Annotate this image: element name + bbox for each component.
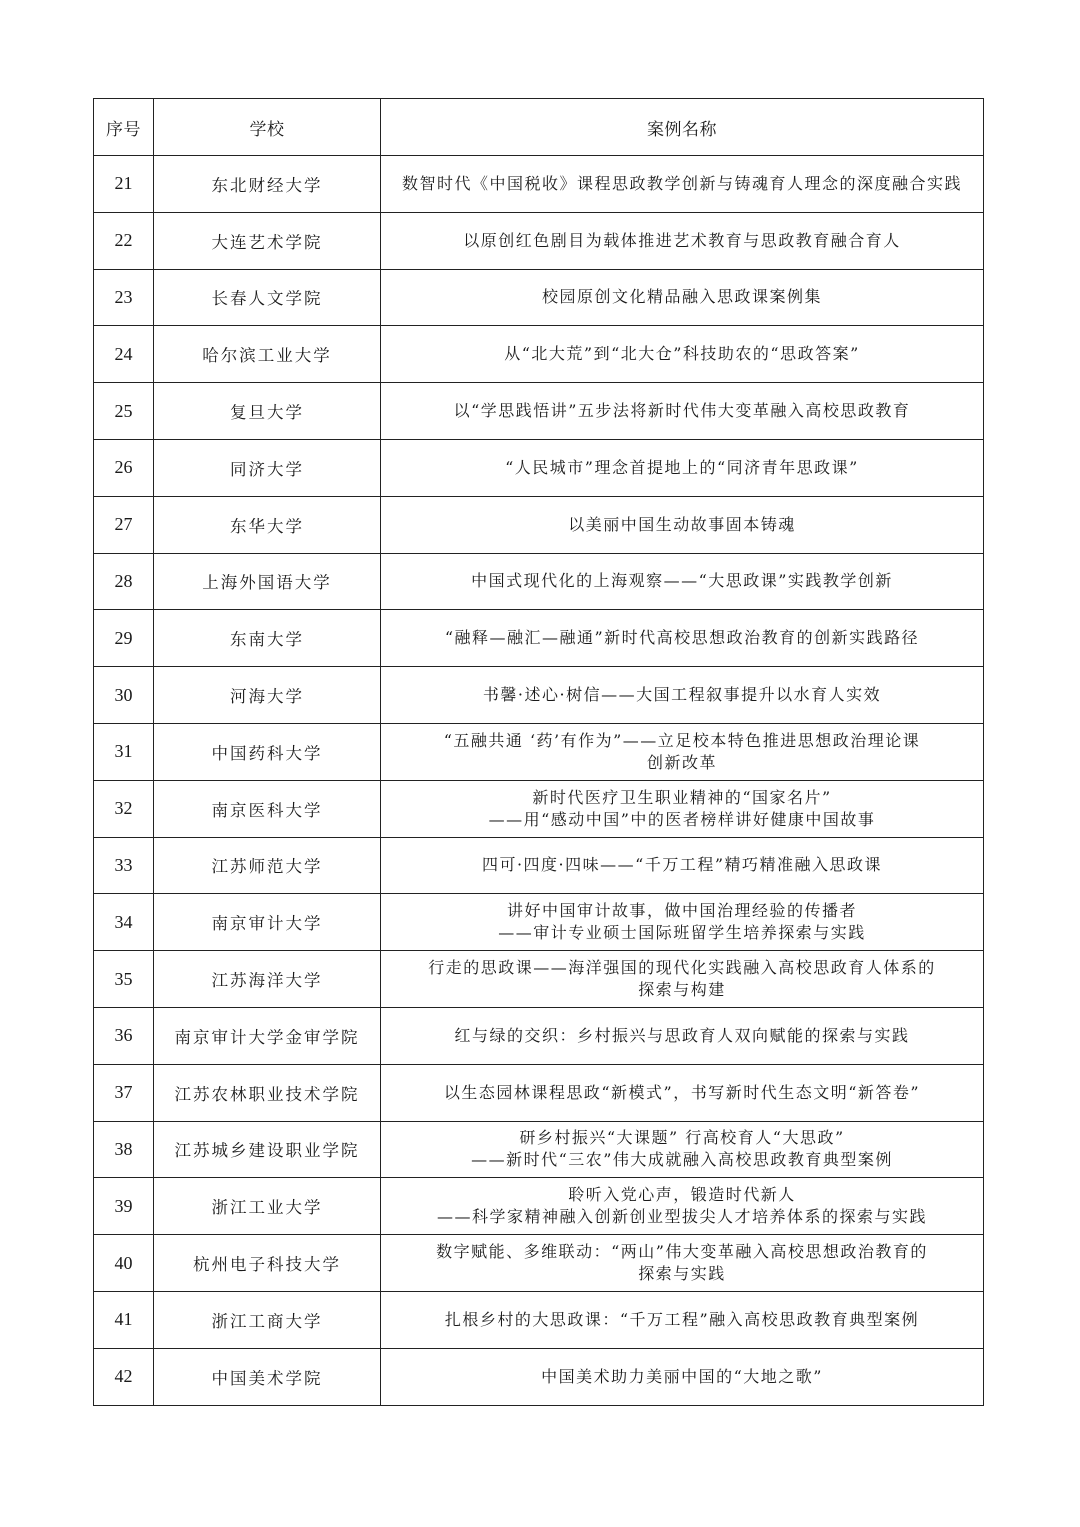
school-name: 中国美术学院 [154,1348,381,1405]
case-name-line: 探索与构建 [638,980,726,1000]
header-case-name: 案例名称 [381,99,984,156]
row-number: 21 [94,156,154,213]
case-name-line: 四可·四度·四味——“千万工程”精巧精准融入思政课 [481,855,883,875]
row-number: 33 [94,837,154,894]
header-no: 序号 [94,99,154,156]
school-name: 江苏海洋大学 [154,951,381,1008]
school-name: 东南大学 [154,610,381,667]
school-name: 杭州电子科技大学 [154,1235,381,1292]
case-name [381,951,984,1008]
table-row [94,1121,984,1178]
case-name-line: 中国式现代化的上海观察——“大思政课”实践教学创新 [471,571,893,591]
row-number: 37 [94,1064,154,1121]
case-name-line: “人民城市”理念首提地上的“同济青年思政课” [505,457,859,477]
table-row [94,894,984,951]
row-number: 23 [94,269,154,326]
school-name: 复旦大学 [154,383,381,440]
case-name-line: 从“北大荒”到“北大仓”科技助农的“思政答案” [504,344,860,364]
case-name [381,553,984,610]
case-name-line: 以“学思践悟讲”五步法将新时代伟大变革融入高校思政教育 [453,401,911,421]
table-row [94,837,984,894]
row-number: 24 [94,326,154,383]
case-name-line: ——审计专业硕士国际班留学生培养探索与实践 [498,923,866,943]
row-number: 36 [94,1007,154,1064]
table-row [94,439,984,496]
row-number: 22 [94,212,154,269]
case-name-line: ——新时代“三农”伟大成就融入高校思政教育典型案例 [471,1150,893,1170]
row-number: 34 [94,894,154,951]
table-header-row [94,99,984,156]
case-name-line: 聆听入党心声，锻造时代新人 [568,1185,796,1205]
school-name: 江苏师范大学 [154,837,381,894]
row-number: 31 [94,723,154,780]
school-name: 东北财经大学 [154,156,381,213]
row-number: 41 [94,1291,154,1348]
school-name: 南京审计大学 [154,894,381,951]
table-row [94,212,984,269]
school-name: 哈尔滨工业大学 [154,326,381,383]
case-name-line: 以原创红色剧目为载体推进艺术教育与思政教育融合育人 [463,230,901,250]
row-number: 28 [94,553,154,610]
case-name-line: 创新改革 [646,752,717,772]
case-name [381,837,984,894]
case-name-line: 数智时代《中国税收》课程思政教学创新与铸魂育人理念的深度融合实践 [401,173,962,193]
table-row [94,1348,984,1405]
row-number: 29 [94,610,154,667]
case-name-line: 中国美术助力美丽中国的“大地之歌” [541,1366,823,1386]
case-name [381,269,984,326]
case-name [381,156,984,213]
row-number: 30 [94,667,154,724]
case-name [381,723,984,780]
case-name [381,610,984,667]
school-name: 浙江工商大学 [154,1291,381,1348]
school-name: 江苏城乡建设职业学院 [154,1121,381,1178]
row-number: 26 [94,439,154,496]
case-name [381,780,984,837]
header-school: 学校 [154,99,381,156]
case-name [381,1348,984,1405]
school-name: 南京审计大学金审学院 [154,1007,381,1064]
case-name [381,1291,984,1348]
case-name-line: ——科学家精神融入创新创业型拔尖人才培养体系的探索与实践 [436,1207,927,1227]
case-name [381,1178,984,1235]
case-name-line: 行走的思政课——海洋强国的现代化实践融入高校思政育人体系的 [428,958,936,978]
table-body [94,156,984,1406]
case-name [381,894,984,951]
case-name-line: 校园原创文化精品融入思政课案例集 [541,287,822,307]
table-row [94,667,984,724]
case-name [381,1007,984,1064]
row-number: 38 [94,1121,154,1178]
table-row [94,496,984,553]
school-name: 大连艺术学院 [154,212,381,269]
row-number: 42 [94,1348,154,1405]
case-name [381,212,984,269]
case-name [381,326,984,383]
school-name: 河海大学 [154,667,381,724]
case-name [381,439,984,496]
table-row [94,383,984,440]
table-row [94,610,984,667]
school-name: 东华大学 [154,496,381,553]
case-name-line: ——用“感动中国”中的医者榜样讲好健康中国故事 [488,809,876,829]
case-name [381,667,984,724]
row-number: 35 [94,951,154,1008]
table-row [94,326,984,383]
table-row [94,1178,984,1235]
case-name-line: 新时代医疗卫生职业精神的“国家名片” [532,787,832,807]
case-name [381,496,984,553]
case-name-line: 红与绿的交织：乡村振兴与思政育人双向赋能的探索与实践 [454,1025,910,1045]
table-row [94,156,984,213]
row-number: 40 [94,1235,154,1292]
case-name-line: 扎根乡村的大思政课：“千万工程”融入高校思政教育典型案例 [444,1309,920,1329]
case-name-line: 探索与实践 [638,1264,726,1284]
school-name: 南京医科大学 [154,780,381,837]
case-name [381,1235,984,1292]
case-name-line: “融释—融汇—融通”新时代高校思想政治教育的创新实践路径 [444,628,920,648]
case-name-line: 讲好中国审计故事，做中国治理经验的传播者 [506,901,857,921]
school-name: 中国药科大学 [154,723,381,780]
table-row [94,1064,984,1121]
case-name-line: 数字赋能、多维联动：“两山”伟大变革融入高校思想政治教育的 [436,1242,928,1262]
case-name-line: “五融共通 ‘药’有作为”——立足校本特色推进思想政治理论课 [443,730,921,750]
row-number: 32 [94,780,154,837]
school-name: 江苏农林职业技术学院 [154,1064,381,1121]
school-name: 浙江工业大学 [154,1178,381,1235]
table-row [94,951,984,1008]
table-row [94,1235,984,1292]
case-name-line: 书馨·述心·树信——大国工程叙事提升以水育人实效 [482,685,882,705]
case-table [93,98,984,1406]
school-name: 同济大学 [154,439,381,496]
case-name-line: 以生态园林课程思政“新模式”，书写新时代生态文明“新答卷” [443,1082,921,1102]
table-row [94,723,984,780]
table-row [94,269,984,326]
table-row [94,1007,984,1064]
school-name: 长春人文学院 [154,269,381,326]
case-name [381,1121,984,1178]
row-number: 27 [94,496,154,553]
school-name: 上海外国语大学 [154,553,381,610]
row-number: 39 [94,1178,154,1235]
row-number: 25 [94,383,154,440]
case-name [381,383,984,440]
case-name-line: 研乡村振兴“大课题” 行高校育人“大思政” [519,1128,845,1148]
case-name [381,1064,984,1121]
table-row [94,1291,984,1348]
table-row [94,780,984,837]
table-row [94,553,984,610]
case-name-line: 以美丽中国生动故事固本铸魂 [568,514,796,534]
